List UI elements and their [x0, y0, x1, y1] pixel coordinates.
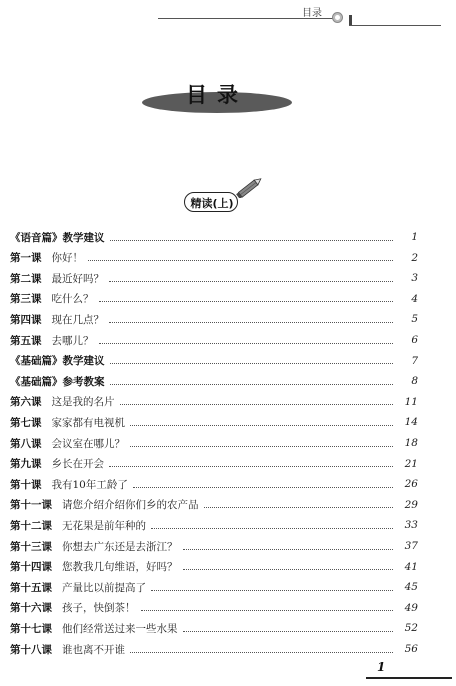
toc-lesson-title: 家家都有电视机 [51, 416, 125, 429]
toc-entry[interactable] [10, 310, 418, 328]
toc-lesson-number: 《基础篇》参考教案 [10, 375, 105, 388]
toc-lesson-title: 你想去广东还是去浙江？ [62, 540, 178, 553]
toc-lesson-number: 第七课 [10, 416, 42, 429]
toc-page-number: 41 [404, 560, 418, 573]
toc-entry[interactable] [10, 578, 418, 596]
toc-dot-leader [110, 384, 394, 385]
page-title-char-1: 目 [186, 82, 217, 107]
toc-lesson-number: 第二课 [10, 272, 42, 285]
toc-entry[interactable] [10, 434, 418, 452]
toc-lesson-number: 第九课 [10, 458, 42, 471]
pencil-icon [232, 178, 266, 198]
toc-lesson-title: 现在几点？ [51, 313, 104, 326]
toc-page-number: 14 [404, 416, 418, 429]
toc-page-number: 3 [411, 272, 418, 285]
toc-lesson-title: 会议室在哪儿？ [51, 437, 125, 450]
toc-dot-leader [109, 281, 393, 282]
section-badge [184, 192, 238, 212]
toc-lesson-title: 请您介绍介绍你们乡的农产品 [62, 499, 199, 512]
toc-dot-leader [204, 507, 394, 508]
toc-entry[interactable] [10, 331, 418, 349]
toc-lesson-number: 第四课 [10, 313, 42, 326]
toc-lesson-number: 第三课 [10, 293, 42, 306]
toc-dot-leader [141, 610, 394, 611]
toc-entry[interactable] [10, 455, 418, 473]
toc-dot-leader [120, 404, 394, 405]
toc-lesson-title: 去哪儿？ [51, 334, 94, 347]
toc-entry[interactable] [10, 228, 418, 246]
toc-lesson-number: 第一课 [10, 252, 42, 265]
toc-lesson-number: 《基础篇》教学建议 [10, 355, 105, 368]
page-title [142, 79, 292, 109]
toc-dot-leader [183, 549, 394, 550]
toc-entry[interactable] [10, 352, 418, 370]
toc-dot-leader [183, 631, 394, 632]
toc-lesson-number: 第五课 [10, 334, 42, 347]
toc-entry[interactable] [10, 496, 418, 514]
toc-page-number: 18 [404, 437, 418, 449]
toc-page-number: 52 [404, 622, 418, 635]
toc-lesson-title: 产量比以前提高了 [62, 581, 146, 594]
toc-page-number: 11 [404, 395, 418, 408]
toc-dot-leader [130, 652, 393, 653]
toc-lesson-number: 第十八课 [10, 643, 52, 656]
toc-lesson-title: 谁也离不开谁 [62, 643, 125, 656]
toc-entry[interactable] [10, 599, 418, 617]
page-title-char-2: 录 [217, 82, 248, 107]
toc-dot-leader [133, 487, 393, 488]
toc-lesson-number: 第十三课 [10, 540, 52, 553]
toc-lesson-title: 孩子，快倒茶！ [62, 602, 136, 615]
toc-entry[interactable] [10, 290, 418, 308]
toc-entry[interactable] [10, 475, 418, 493]
toc-page-number: 4 [411, 292, 418, 305]
toc-page-number: 49 [404, 601, 418, 614]
toc-entry[interactable] [10, 413, 418, 431]
toc-dot-leader [151, 590, 393, 591]
toc-entry[interactable] [10, 269, 418, 287]
toc-dot-leader [109, 466, 393, 467]
toc-lesson-number: 第十六课 [10, 602, 52, 615]
toc-entry[interactable] [10, 372, 418, 390]
toc-page-number: 45 [404, 581, 418, 594]
toc-page-number: 6 [411, 334, 418, 346]
toc-dot-leader [99, 301, 394, 302]
toc-lesson-number: 《语音篇》教学建议 [10, 231, 105, 244]
toc-entry[interactable] [10, 393, 418, 411]
toc-lesson-number: 第十课 [10, 478, 42, 491]
toc-dot-leader [109, 322, 393, 323]
toc-page-number: 7 [411, 354, 418, 367]
toc-dot-leader [88, 260, 393, 261]
toc-page-number: 2 [411, 251, 418, 264]
toc-page-number: 37 [404, 540, 418, 552]
toc-entry[interactable] [10, 249, 418, 267]
header-rule-right [349, 25, 441, 26]
toc-lesson-title: 你好！ [51, 252, 83, 265]
toc-dot-leader [99, 343, 394, 344]
toc-lesson-title: 吃什么？ [51, 293, 94, 306]
toc-dot-leader [183, 569, 394, 570]
toc-entry[interactable] [10, 516, 418, 534]
toc-dot-leader [130, 425, 393, 426]
toc-dot-leader [110, 363, 394, 364]
toc-lesson-number: 第六课 [10, 396, 42, 409]
header-circle-ornament [332, 12, 343, 23]
toc-lesson-title: 乡长在开会 [51, 458, 104, 471]
toc-lesson-number: 第十一课 [10, 499, 52, 512]
toc-page-number: 1 [411, 231, 418, 243]
running-header-title: 目录 [302, 8, 322, 19]
toc-lesson-title: 这是我的名片 [51, 396, 115, 409]
toc-dot-leader [110, 240, 394, 241]
section-badge-label: 精读(上) [190, 197, 234, 210]
toc-entry[interactable] [10, 537, 418, 555]
toc-dot-leader [130, 446, 393, 447]
toc-page-number: 56 [404, 643, 418, 655]
toc-lesson-title: 他们经常送过来一些水果 [62, 622, 178, 635]
toc-dot-leader [151, 528, 393, 529]
toc-lesson-number: 第十四课 [10, 561, 52, 574]
toc-page-number: 5 [411, 313, 418, 326]
toc-lesson-number: 第十五课 [10, 581, 52, 594]
toc-lesson-title: 无花果是前年种的 [62, 519, 146, 532]
toc-page-number: 33 [404, 519, 418, 532]
toc-lesson-title: 最近好吗？ [51, 272, 104, 285]
toc-lesson-number: 第十七课 [10, 622, 52, 635]
footer-rule [366, 677, 452, 679]
toc-lesson-number: 第十二课 [10, 519, 52, 532]
toc-lesson-title: 我有10年工龄了 [51, 478, 128, 491]
toc-page-number: 8 [411, 375, 418, 388]
toc-entry[interactable] [10, 640, 418, 658]
toc-entry[interactable] [10, 619, 418, 637]
toc-lesson-number: 第八课 [10, 437, 42, 450]
toc-page-number: 29 [404, 498, 418, 511]
toc-lesson-title: 您教我几句维语，好吗？ [62, 561, 178, 574]
page-number: 1 [377, 660, 386, 674]
toc-page-number: 21 [404, 457, 418, 470]
toc-page-number: 26 [404, 478, 418, 491]
toc-entry[interactable] [10, 558, 418, 576]
